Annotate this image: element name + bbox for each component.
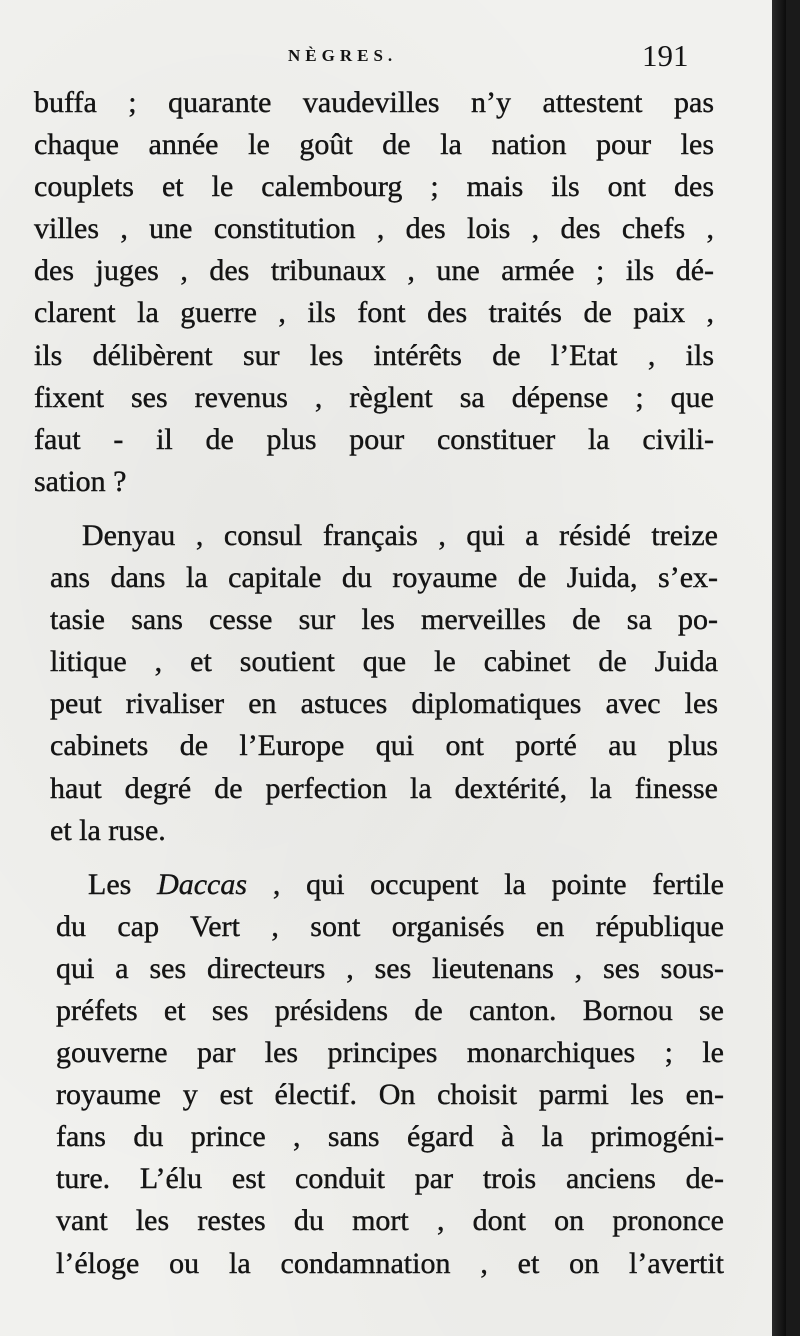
- text-line: qui a ses directeurs , ses lieutenans , ses sous-: [56, 951, 724, 985]
- text-fragment: Les: [88, 867, 158, 901]
- text-line: litique , et soutient que le cabinet de Juida: [50, 645, 718, 679]
- text-line: Denyau , consul français , qui a résidé treize: [82, 518, 718, 552]
- text-fragment: , qui occupent la pointe fertile: [247, 867, 724, 901]
- italic-term: Daccas: [157, 867, 248, 901]
- text-line: faut - il de plus pour constituer la civili-: [34, 422, 714, 456]
- text-line: fixent ses revenus , règlent sa dépense ; que: [34, 380, 714, 414]
- text-line: fans du prince , sans égard à la primogéni-: [56, 1120, 724, 1154]
- text-line: chaque année le goût de la nation pour les: [34, 128, 714, 162]
- paragraph-gap: [34, 852, 714, 864]
- text-line: clarent la guerre , ils font des traités de paix ,: [34, 296, 714, 330]
- paragraph-3: [44, 864, 724, 1285]
- text-line: l’éloge ou la condamnation , et on l’avertit: [56, 1246, 724, 1280]
- text-line: des juges , des tribunaux , une armée ; ils dé-: [34, 254, 714, 288]
- text-line-first: [44, 864, 724, 906]
- paragraph-gap: [34, 503, 714, 515]
- text-line: ans dans la capitale du royaume de Juida, s’ex-: [50, 561, 718, 595]
- text-line: peut rivaliser en astuces diplomatiques avec les: [50, 687, 718, 721]
- paragraph-1: [34, 82, 714, 503]
- running-head: [0, 38, 786, 78]
- text-line: ture. L’élu est conduit par trois anciens de-: [56, 1162, 724, 1196]
- text-line: buffa ; quarante vaudevilles n’y attestent pas: [34, 86, 714, 119]
- text-line: du cap Vert , sont organisés en république: [56, 909, 724, 943]
- text-line: villes , une constitution , des lois , des chefs ,: [34, 212, 714, 246]
- body-text: [34, 82, 724, 1285]
- page-number: 191: [642, 38, 689, 73]
- text-line: couplets et le calembourg ; mais ils ont des: [34, 170, 714, 204]
- text-line: tasie sans cesse sur les merveilles de sa po-: [50, 603, 718, 637]
- text-line: gouverne par les principes monarchiques ; le: [56, 1036, 724, 1070]
- text-line: haut degré de perfection la dextérité, la finesse: [50, 771, 718, 805]
- text-line: préfets et ses présidens de canton. Bornou se: [56, 993, 724, 1027]
- page-edge-shadow: [772, 0, 786, 1336]
- text-line: sation ?: [34, 464, 127, 498]
- text-line: cabinets de l’Europe qui ont porté au plus: [50, 729, 718, 763]
- text-line: et la ruse.: [50, 813, 166, 847]
- text-line: vant les restes du mort , dont on prononce: [56, 1204, 724, 1238]
- running-title: NÈGRES.: [288, 46, 398, 65]
- text-line: royaume y est électif. On choisit parmi les en-: [56, 1078, 724, 1112]
- paragraph-2: [38, 515, 718, 852]
- text-line: ils délibèrent sur les intérêts de l’Etat , ils: [34, 338, 714, 372]
